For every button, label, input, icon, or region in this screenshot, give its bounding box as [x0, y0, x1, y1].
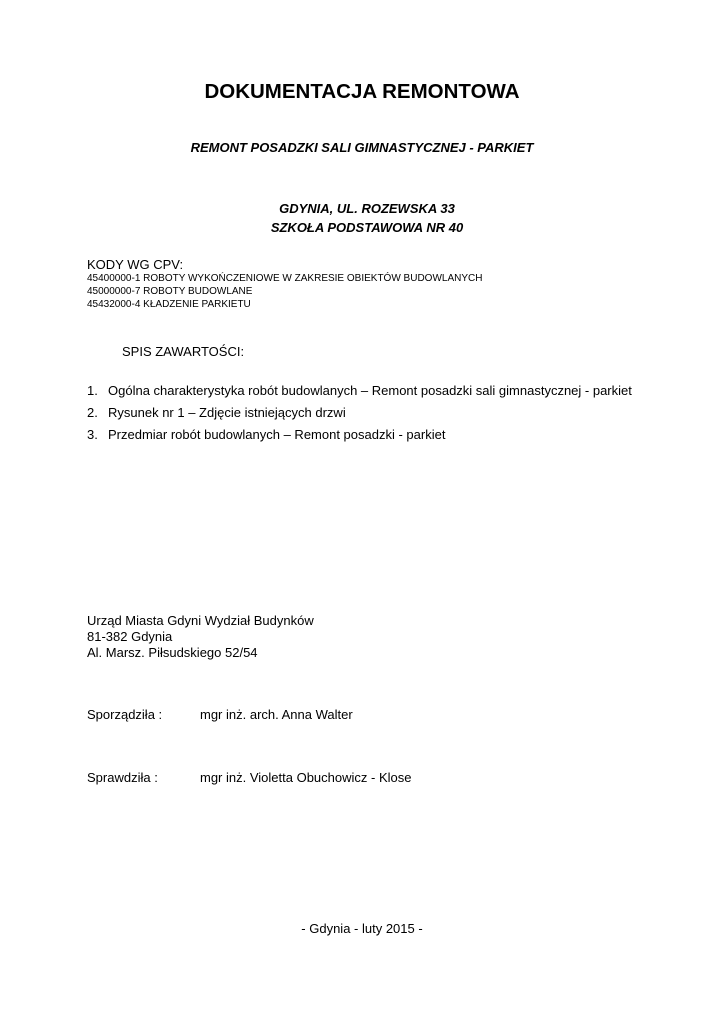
prepared-label: Sporządziła : [87, 707, 163, 722]
office-postal: 81-382 Gdynia [87, 629, 173, 644]
location-address: GDYNIA, UL. ROZEWSKA 33 [279, 201, 455, 216]
toc-item-number: 2. [87, 405, 98, 420]
checked-name: mgr inż. Violetta Obuchowicz - Klose [200, 770, 412, 785]
cpv-code: 45432000-4 KŁADZENIE PARKIETU [87, 299, 251, 310]
toc-item-text: Rysunek nr 1 – Zdjęcie istniejących drzwi [108, 405, 346, 420]
toc-item [87, 402, 639, 424]
checked-label: Sprawdziła : [87, 770, 158, 785]
office-address [87, 613, 314, 661]
toc-item-text: Przedmiar robót budowlanych – Remont posadzki - parkiet [108, 427, 446, 442]
toc-item [87, 380, 639, 402]
cpv-code: 45400000-1 ROBOTY WYKOŃCZENIOWE W ZAKRESIE OBIEKTÓW BUDOWLANYCH [87, 273, 483, 284]
cpv-code: 45000000-7 ROBOTY BUDOWLANE [87, 286, 253, 297]
toc-item-number: 1. [87, 383, 98, 398]
office-street: Al. Marsz. Piłsudskiego 52/54 [87, 645, 258, 660]
document-title: DOKUMENTACJA REMONTOWA [204, 80, 520, 103]
location-school: SZKOŁA PODSTAWOWA NR 40 [270, 220, 464, 235]
document-subtitle: REMONT POSADZKI SALI GIMNASTYCZNEJ - PARKIET [190, 140, 534, 155]
prepared-name: mgr inż. arch. Anna Walter [200, 707, 353, 722]
footer-place-date: - Gdynia - luty 2015 - [301, 921, 423, 936]
toc-item-text: Ogólna charakterystyka robót budowlanych – Remont posadzki sali gimnastycznej - parkiet [108, 383, 632, 398]
toc-item-number: 3. [87, 427, 98, 442]
toc-heading: SPIS ZAWARTOŚCI: [122, 344, 245, 359]
office-name: Urząd Miasta Gdyni Wydział Budynków [87, 613, 314, 628]
cpv-heading: KODY WG CPV: [87, 257, 184, 272]
toc-item [87, 424, 639, 446]
toc-list [87, 380, 639, 446]
